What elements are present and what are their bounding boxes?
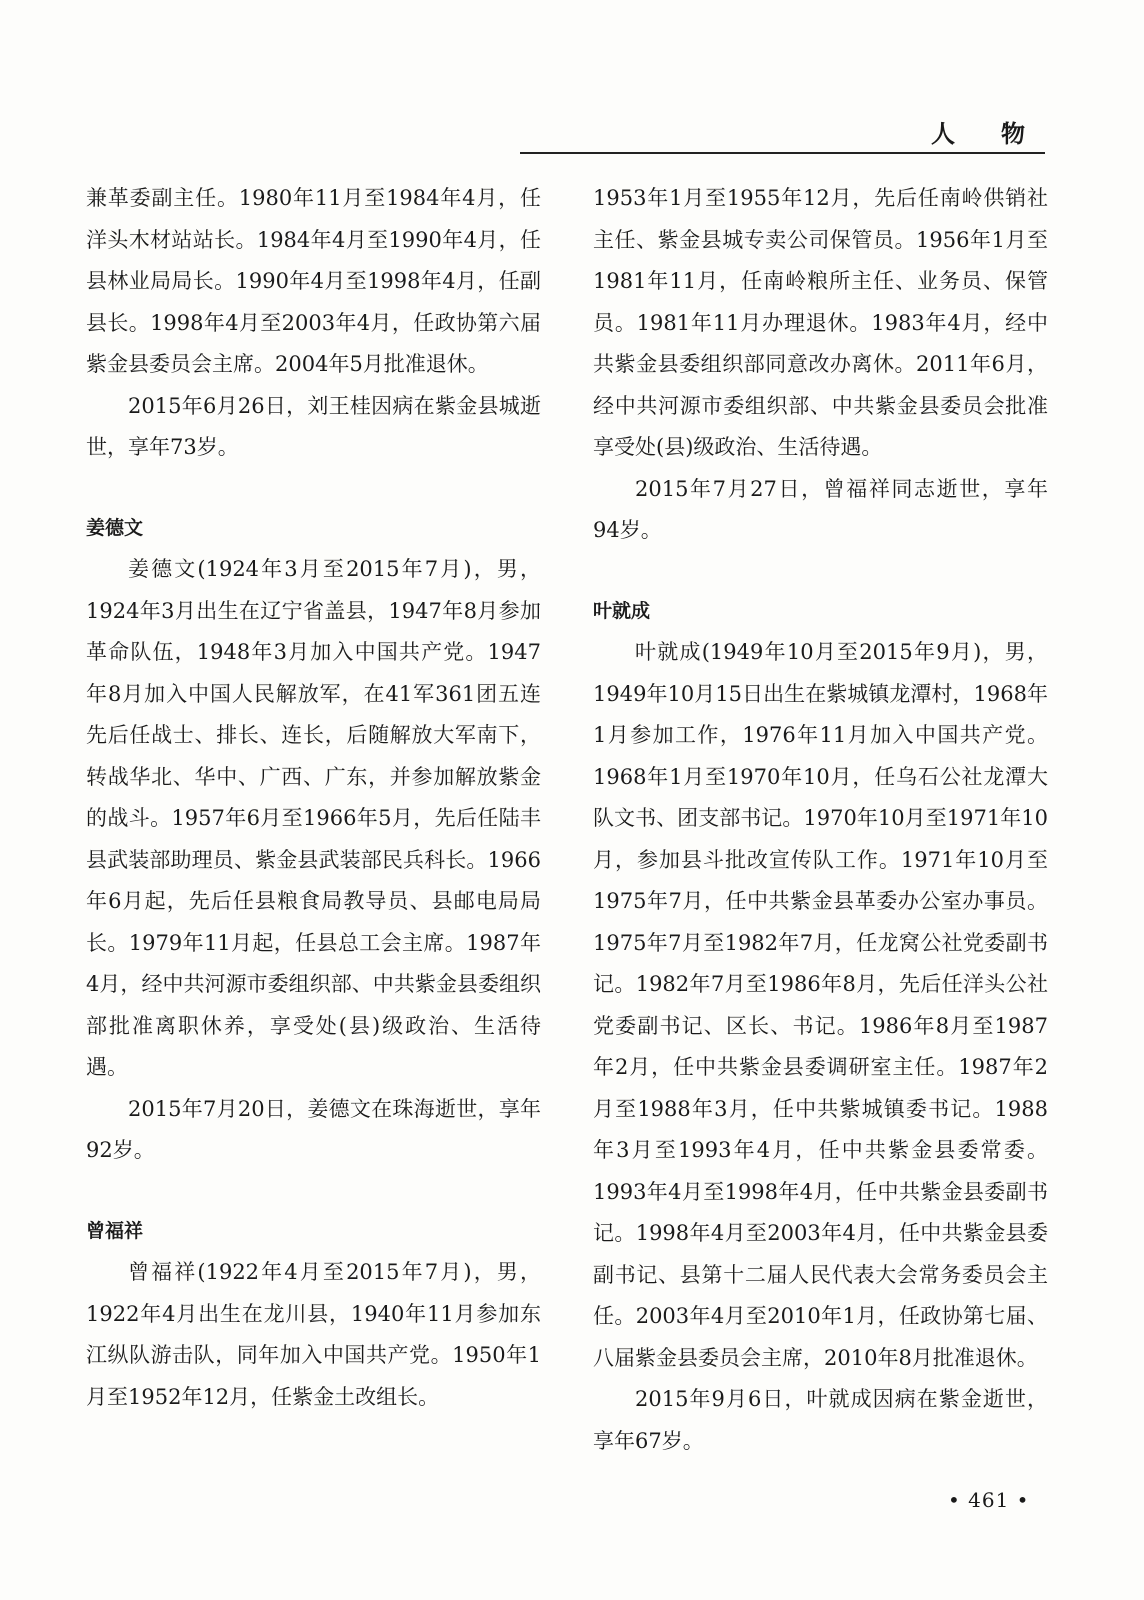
paragraph: 兼革委副主任。1980年11月至1984年4月，任洋头木材站站长。1984年4月至1990年4月，任县林业局局长。1990年4月至1998年4月，任副县长。1998年4月至2003年4月，任政协第六届紫金县委员会主席。2004年5月批准退休。 [86, 186, 541, 376]
paragraph: 2015年7月20日，姜德文在珠海逝世，享年92岁。 [86, 1096, 541, 1162]
paragraph: 姜德文(1924年3月至2015年7月)，男，1924年3月出生在辽宁省盖县，1947年8月参加革命队伍，1948年3月加入中国共产党。1947年8月加入中国人民解放军，在41军361团五连先后任战士、排长、连长，后随解放大军南下，转战华北、华中、广西、广东，并参加解放紫金的战斗。1957年6月至1966年5月，先后任陆丰县武装部助理员、紫金县武装部民兵科长。1966年6月起，先后任县粮食局教导员、县邮电局局长。1979年11月起，任县总工会主席。1987年4月，经中共河源市委组织部、中共紫金县委组织部批准离职休养，享受处(县)级政治、生活待遇。 [86, 557, 541, 1079]
paragraph: 2015年7月27日，曾福祥同志逝世，享年94岁。 [593, 476, 1048, 542]
paragraph: 2015年6月26日，刘王桂因病在紫金县城逝世，享年73岁。 [86, 393, 541, 459]
paragraph: 曾福祥(1922年4月至2015年7月)，男，1922年4月出生在龙川县，1940年11月参加东江纵队游击队，同年加入中国共产党。1950年1月至1952年12月，任紫金土改组长。 [86, 1260, 541, 1409]
right-column [593, 178, 1048, 1462]
running-header [520, 108, 1071, 154]
section-heading-jiang-dewen: 姜德文 [86, 516, 144, 539]
paragraph: 1953年1月至1955年12月，先后任南岭供销社主任、紫金县城专卖公司保管员。1956年1月至1981年11月，任南岭粮所主任、业务员、保管员。1981年11月办理退休。1983年4月，经中共紫金县委组织部同意改办离休。2011年6月，经中共河源市委组织部、中共紫金县委员会批准享受处(县)级政治、生活待遇。 [593, 186, 1048, 459]
paragraph: 2015年9月6日，叶就成因病在紫金逝世，享年67岁。 [593, 1387, 1048, 1453]
paragraph: 叶就成(1949年10月至2015年9月)，男，1949年10月15日出生在紫城镇龙潭村，1968年1月参加工作，1976年11月加入中国共产党。1968年1月至1970年10月，任乌石公社龙潭大队文书、团支部书记。1970年10月至1971年10月，参加县斗批改宣传队工作。1971年10月至1975年7月，任中共紫金县革委办公室办事员。1975年7月至1982年7月，任龙窝公社党委副书记。1982年7月至1986年8月，先后任洋头公社党委副书记、区长、书记。1986年8月至1987年2月，任中共紫金县委调研室主任。1987年2月至1988年3月，任中共紫城镇委书记。1988年3月至1993年4月，任中共紫金县委常委。1993年4月至1998年4月，任中共紫金县委副书记。1998年4月至2003年4月，任中共紫金县委副书记、县第十二届人民代表大会常务委员会主任。2003年4月至2010年1月，任政协第七届、八届紫金县委员会主席，2010年8月批准退休。 [593, 640, 1048, 1370]
section-heading-ye-jiucheng: 叶就成 [593, 599, 651, 622]
header-title: 人物 [931, 120, 1071, 148]
left-column [86, 178, 541, 1418]
page-number: • 461 • [948, 1488, 1030, 1512]
section-heading-zeng-fuxiang: 曾福祥 [86, 1219, 144, 1242]
